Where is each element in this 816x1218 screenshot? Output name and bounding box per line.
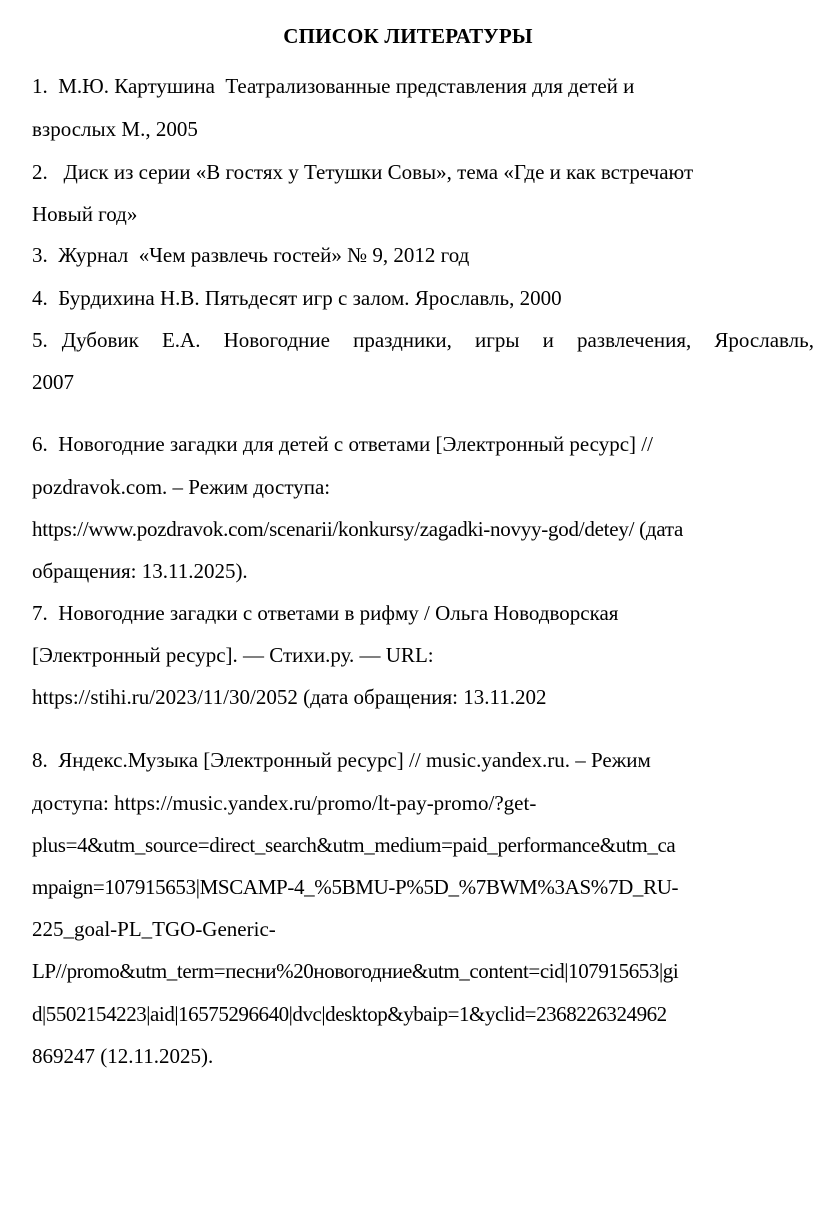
reference-text-line: Дубовик Е.А. Новогодние праздники, игры и развлечения, Ярославль,: [61, 328, 814, 352]
reference-url-line[interactable]: https://www.pozdravok.com/scenarii/konkursy/zagadki-novyy-god/detey/ (дата: [32, 517, 684, 541]
reference-url-line[interactable]: LP//promo&utm_term=песни%20новогодние&utm_content=cid|107915653|gi: [32, 959, 679, 983]
reference-text-line: pozdravok.com. – Режим доступа:: [32, 475, 331, 499]
reference-number: 1.: [32, 74, 48, 98]
reference-number: 5.: [32, 328, 48, 352]
reference-text-line: Новый год»: [32, 202, 138, 226]
reference-text-line: [Электронный ресурс]. — Стихи.ру. — URL:: [32, 643, 434, 667]
reference-text-line: Яндекс.Музыка [Электронный ресурс] // music.yandex.ru. – Режим: [58, 748, 651, 772]
reference-item-3: [32, 241, 814, 269]
reference-item-4: [32, 284, 814, 312]
reference-url-line[interactable]: d|5502154223|aid|16575296640|dvc|desktop&ybaip=1&yclid=2368226324962: [32, 1002, 667, 1026]
reference-text-line: Бурдихина Н.В. Пятьдесят игр с залом. Ярославль, 2000: [58, 286, 562, 310]
reference-text-line: 869247 (12.11.2025).: [32, 1044, 214, 1068]
reference-text-line: Диск из серии «В гостях у Тетушки Совы», тема «Где и как встречают: [58, 160, 694, 184]
reference-text-line: взрослых М., 2005: [32, 117, 198, 141]
reference-number: 6.: [32, 432, 48, 456]
reference-number: 4.: [32, 286, 48, 310]
reference-item-5: [32, 326, 814, 354]
reference-url-line[interactable]: 225_goal-PL_TGO-Generic-: [32, 917, 276, 941]
reference-item-8: [32, 746, 814, 774]
reference-url-line[interactable]: plus=4&utm_source=direct_search&utm_medium=paid_performance&utm_ca: [32, 833, 676, 857]
reference-text-line: Новогодние загадки для детей с ответами [Электронный ресурс] //: [58, 432, 653, 456]
reference-item-1: [32, 72, 814, 100]
reference-text-line: М.Ю. Картушина Театрализованные представления для детей и: [58, 74, 635, 98]
reference-number: 3.: [32, 243, 48, 267]
reference-url-line[interactable]: доступа: https://music.yandex.ru/promo/lt-pay-promo/?get-: [32, 791, 537, 815]
reference-text-line: 2007: [32, 370, 74, 394]
reference-number: 8.: [32, 748, 48, 772]
reference-item-6: [32, 430, 814, 458]
reference-url-line[interactable]: mpaign=107915653|MSCAMP-4_%5BMU-P%5D_%7BWM%3AS%7D_RU-: [32, 875, 679, 899]
reference-number: 7.: [32, 601, 48, 625]
reference-text-line: Журнал «Чем развлечь гостей» № 9, 2012 год: [58, 243, 470, 267]
reference-item-2: [32, 158, 814, 186]
reference-url-line[interactable]: https://stihi.ru/2023/11/30/2052 (дата обращения: 13.11.202: [32, 685, 547, 709]
reference-number: 2.: [32, 160, 48, 184]
page-title: СПИСОК ЛИТЕРАТУРЫ: [283, 24, 533, 48]
reference-text-line: обращения: 13.11.2025).: [32, 559, 248, 583]
reference-item-7: [32, 599, 814, 627]
reference-text-line: Новогодние загадки с ответами в рифму / Ольга Новодворская: [58, 601, 619, 625]
